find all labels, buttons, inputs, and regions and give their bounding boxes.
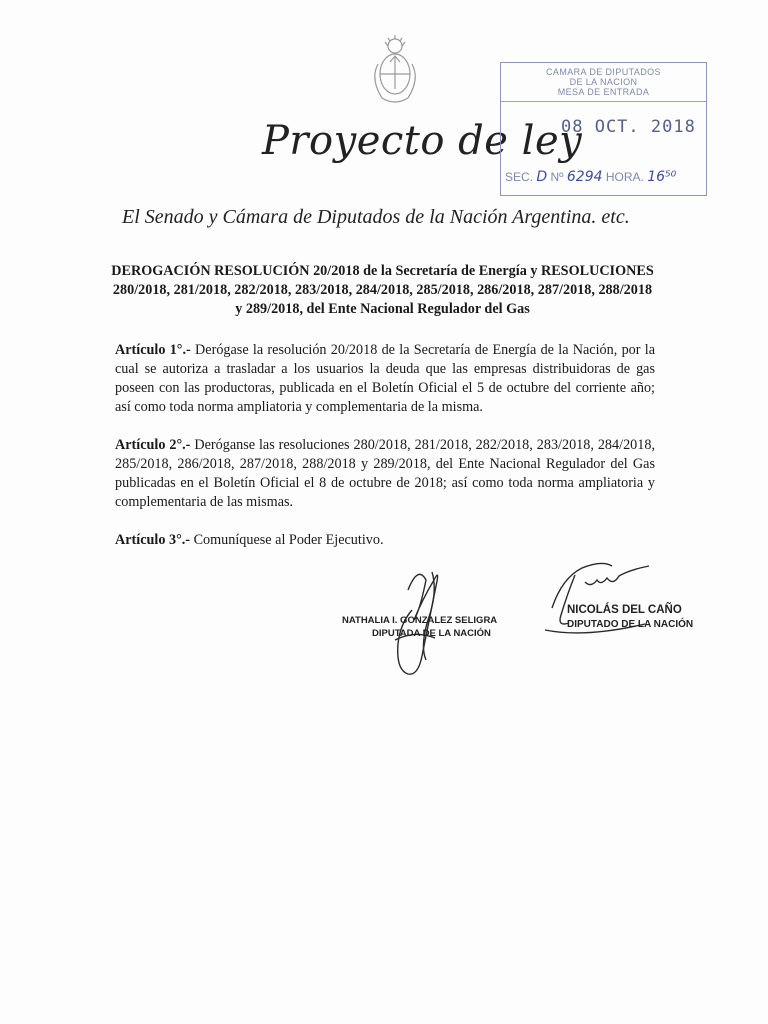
coat-of-arms-icon	[360, 34, 430, 110]
signature-1-role: DIPUTADA DE LA NACIÓN	[372, 628, 491, 639]
stamp-sec-label: SEC.	[505, 170, 534, 184]
stamp-hora-label: HORA.	[605, 170, 644, 184]
reception-stamp	[500, 62, 707, 196]
stamp-date: 08 OCT. 2018	[561, 117, 696, 137]
article-3-text: Comuníquese al Poder Ejecutivo.	[193, 532, 384, 548]
stamp-divider	[501, 101, 706, 102]
article-3	[115, 531, 655, 550]
stamp-line-3: MESA DE ENTRADA	[557, 87, 650, 97]
stamp-num-label: Nº	[550, 170, 564, 184]
stamp-registry-row	[505, 169, 676, 185]
article-2	[115, 436, 655, 512]
stamp-line-2: DE LA NACION	[569, 77, 638, 87]
article-1	[115, 341, 655, 417]
article-1-label: Artículo 1°.-	[115, 342, 191, 358]
stamp-line-1: CAMARA DE DIPUTADOS	[546, 67, 661, 77]
article-2-label: Artículo 2°.-	[115, 437, 191, 453]
signature-1-name: NATHALIA I. GONZALEZ SELIGRA	[342, 615, 498, 626]
stamp-sec-value: D	[536, 169, 548, 185]
article-2-text: Deróganse las resoluciones 280/2018, 281/2018, 282/2018, 283/2018, 284/2018, 285/2018, 286/2018, 287/2018, 288/2018 y 289/2018, del Ente Nacional Regulador del Gas publicadas en el Boletín Oficial el 8 de octubre de 2018; así como toda norma ampliatoria y complementaria de las mismas.	[115, 437, 655, 510]
bill-heading: DEROGACIÓN RESOLUCIÓN 20/2018 de la Secretaría de Energía y RESOLUCIONES 280/2018, 281/2018, 282/2018, 283/2018, 284/2018, 285/2018, 286/2018, 287/2018, 288/2018 y 289/2018, del Ente Nacional Regulador del Gas	[111, 263, 654, 317]
signature-2-role: DIPUTADO DE LA NACIÓN	[567, 619, 694, 630]
article-3-label: Artículo 3°.-	[115, 532, 191, 548]
stamp-num-value: 6294	[566, 169, 603, 185]
stamp-hora-value: 16⁵⁰	[647, 169, 677, 185]
signature-2-name: NICOLÁS DEL CAÑO	[567, 604, 682, 616]
article-1-text: Derógase la resolución 20/2018 de la Secretaría de Energía de la Nación, por la cual se autoriza a trasladar a los usuarios la deuda que las empresas distribuidoras de gas poseen con las productoras, publicada en el Boletín Oficial el 5 de octubre del corriente año; así como toda norma ampliatoria y complementaria de la misma.	[115, 342, 655, 415]
document-subtitle: El Senado y Cámara de Diputados de la Nación Argentina. etc.	[122, 206, 630, 228]
document-title: Proyecto de ley	[262, 118, 583, 164]
